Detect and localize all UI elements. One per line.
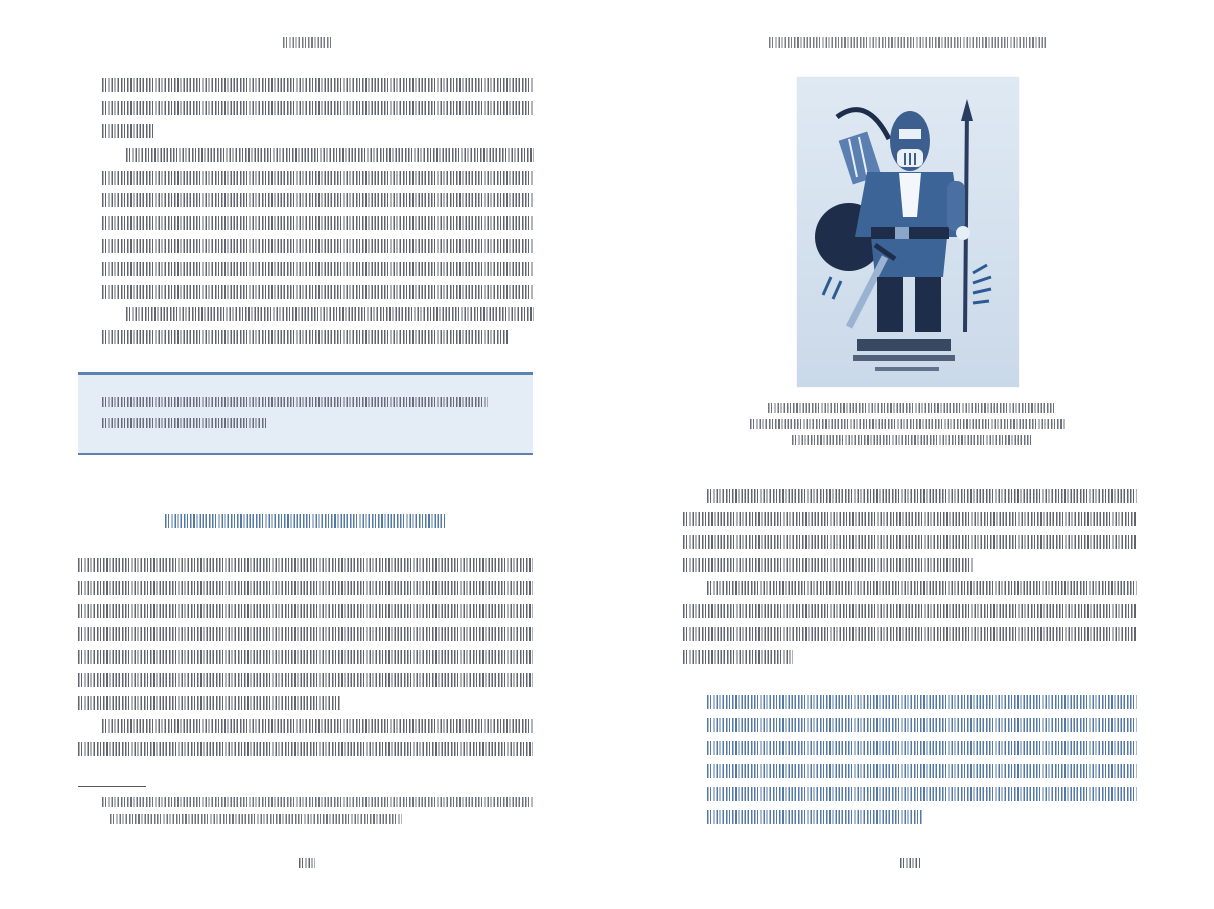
running-head-right (769, 37, 1047, 48)
section-heading (165, 514, 445, 528)
page-number-right (900, 858, 920, 868)
callout-box (78, 372, 533, 455)
page-number-left (299, 858, 315, 868)
book-cover-illustration (797, 77, 1019, 387)
footnote-rule (78, 786, 146, 787)
running-head-left (283, 37, 331, 48)
